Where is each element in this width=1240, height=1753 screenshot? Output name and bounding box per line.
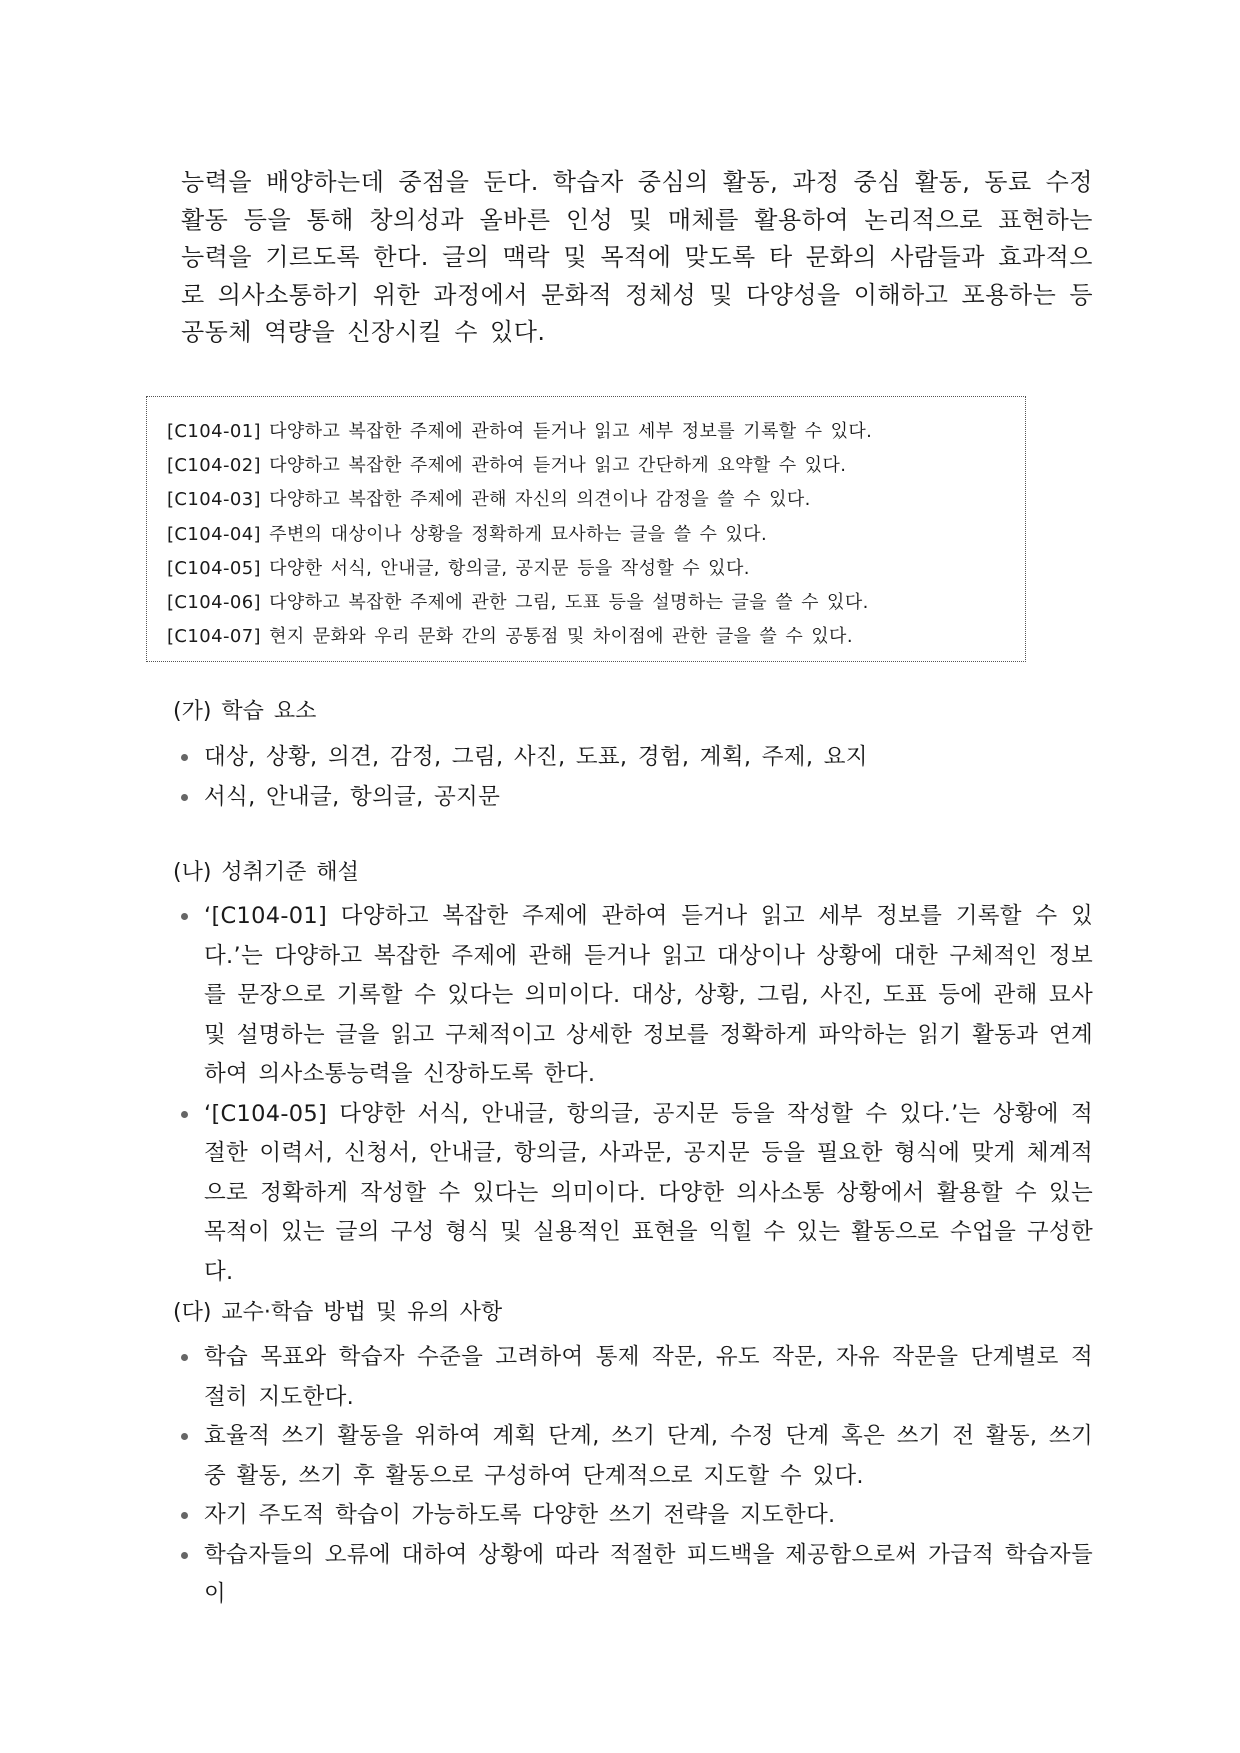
standard-item: [C104-07] 현지 문화와 우리 문화 간의 공통점 및 차이점에 관한 글을 쓸 수 있다. bbox=[167, 626, 853, 648]
bullet-icon bbox=[181, 794, 188, 801]
standard-item: [C104-03] 다양하고 복잡한 주제에 관해 자신의 의견이나 감정을 쓸 수 있다. bbox=[167, 489, 811, 511]
learning-elements-list bbox=[180, 738, 1093, 817]
list-item: 학습자들의 오류에 대하여 상황에 따라 적절한 피드백을 제공함으로써 가급적 학습자들이 bbox=[180, 1536, 1093, 1615]
section-heading-standards-commentary: (나) 성취기준 해설 bbox=[173, 860, 359, 885]
bullet-icon bbox=[181, 913, 188, 920]
list-item: 대상, 상황, 의견, 감정, 그림, 사진, 도표, 경험, 계획, 주제, 요지 bbox=[180, 738, 1093, 778]
standard-item: [C104-01] 다양하고 복잡한 주제에 관하여 듣거나 읽고 세부 정보를 기록할 수 있다. bbox=[167, 421, 873, 442]
achievement-standards-box bbox=[146, 396, 1026, 662]
standard-item: [C104-04] 주변의 대상이나 상황을 정확하게 묘사하는 글을 쓸 수 있다. bbox=[167, 523, 768, 545]
bullet-icon bbox=[181, 1512, 188, 1519]
section-heading-teaching-methods: (다) 교수·학습 방법 및 유의 사항 bbox=[173, 1300, 503, 1325]
standards-commentary-list bbox=[180, 897, 1093, 1292]
bullet-icon bbox=[181, 1552, 188, 1559]
list-item: 자기 주도적 학습이 가능하도록 다양한 쓰기 전략을 지도한다. bbox=[180, 1496, 1093, 1536]
list-item: 학습 목표와 학습자 수준을 고려하여 통제 작문, 유도 작문, 자유 작문을 단계별로 적절히 지도한다. bbox=[180, 1338, 1093, 1417]
list-item: ‘[C104-01] 다양하고 복잡한 주제에 관하여 듣거나 읽고 세부 정보를 기록할 수 있다.’는 다양하고 복잡한 주제에 관해 듣거나 읽고 대상이나 상황에 대한 구체적인 정보를 문장으로 기록할 수 있다는 의미이다. 대상, 상황, 그림, 사진, 도표 등에 관해 묘사 및 설명하는 글을 읽고 구체적이고 상세한 정보를 정확하게 파악하는 읽기 활동과 연계하여 의사소통능력을 신장하도록 한다. bbox=[180, 897, 1093, 1095]
bullet-icon bbox=[181, 754, 188, 761]
bullet-icon bbox=[181, 1354, 188, 1361]
standard-item: [C104-05] 다양한 서식, 안내글, 항의글, 공지문 등을 작성할 수 있다. bbox=[167, 557, 750, 579]
bullet-icon bbox=[181, 1111, 188, 1118]
list-item: ‘[C104-05] 다양한 서식, 안내글, 항의글, 공지문 등을 작성할 수 있다.’는 상황에 적절한 이력서, 신청서, 안내글, 항의글, 사과문, 공지문 등을 필요한 형식에 맞게 체계적으로 정확하게 작성할 수 있다는 의미이다. 다양한 의사소통 상황에서 활용할 수 있는 목적이 있는 글의 구성 형식 및 실용적인 표현을 익힐 수 있는 활동으로 수업을 구성한다. bbox=[180, 1095, 1093, 1293]
intro-paragraph: 능력을 배양하는데 중점을 둔다. 학습자 중심의 활동, 과정 중심 활동, 동료 수정 활동 등을 통해 창의성과 올바른 인성 및 매체를 활용하여 논리적으로 표현하는 능력을 기르도록 한다. 글의 맥락 및 목적에 맞도록 타 문화의 사람들과 효과적으로 의사소통하기 위한 과정에서 문화적 정체성 및 다양성을 이해하고 포용하는 등 공동체 역량을 신장시킬 수 있다. bbox=[181, 168, 1093, 346]
bullet-icon bbox=[181, 1433, 188, 1440]
standard-item: [C104-02] 다양하고 복잡한 주제에 관하여 듣거나 읽고 간단하게 요약할 수 있다. bbox=[167, 455, 847, 477]
list-item: 효율적 쓰기 활동을 위하여 계획 단계, 쓰기 단계, 수정 단계 혹은 쓰기 전 활동, 쓰기 중 활동, 쓰기 후 활동으로 구성하여 단계적으로 지도할 수 있다. bbox=[180, 1417, 1093, 1496]
teaching-methods-list bbox=[180, 1338, 1093, 1615]
list-item: 서식, 안내글, 항의글, 공지문 bbox=[180, 778, 1093, 818]
standard-item: [C104-06] 다양하고 복잡한 주제에 관한 그림, 도표 등을 설명하는 글을 쓸 수 있다. bbox=[167, 591, 869, 613]
section-heading-learning-elements: (가) 학습 요소 bbox=[173, 699, 317, 724]
